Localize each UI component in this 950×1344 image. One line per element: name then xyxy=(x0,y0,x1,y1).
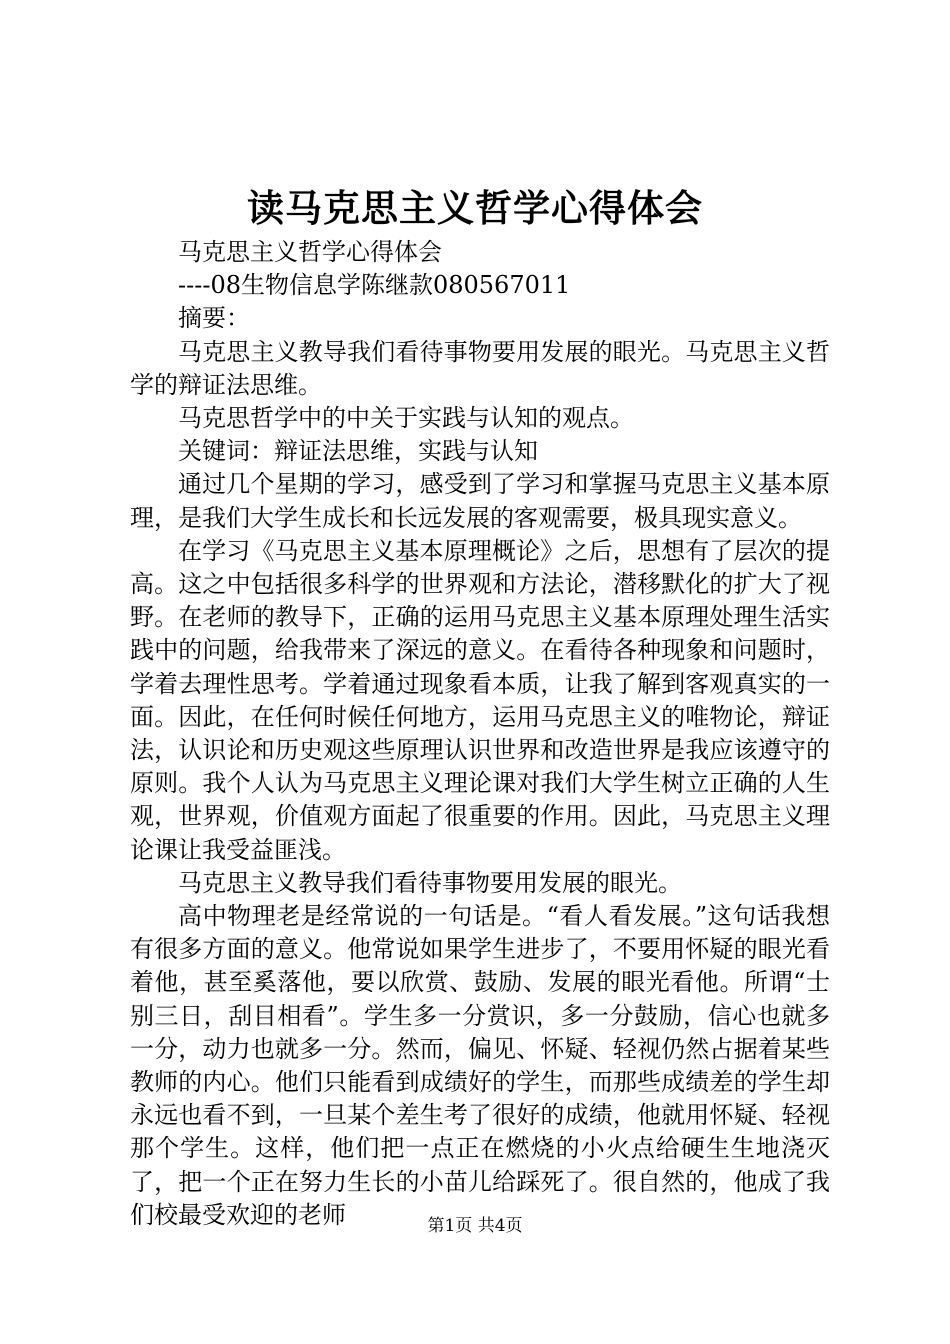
document-body xyxy=(130,236,830,1232)
subtitle-paragraph: 马克思主义哲学心得体会 xyxy=(178,238,442,266)
body-paragraph: 通过几个星期的学习，感受到了学习和掌握马克思主义基本原理，是我们大学生成长和长远发展的客观需要，极具现实意义。 xyxy=(130,470,830,532)
keywords-line: 关键词：辩证法思维，实践与认知 xyxy=(178,437,538,466)
document-title: 读马克思主义哲学心得体会 xyxy=(247,186,703,230)
page-footer: 第1页 共4页 xyxy=(427,1216,523,1236)
body-paragraph: 马克思主义教导我们看待事物要用发展的眼光。 xyxy=(178,868,682,897)
author-line: ----08生物信息学陈继款080567011 xyxy=(178,271,571,300)
body-paragraph: 高中物理老是经常说的一句话是。“看人看发展。”这句话我想有很多方面的意义。他常说如果学生进步了，不要用怀疑的眼光看着他，甚至奚落他，要以欣赏、鼓励、发展的眼光看他。所谓“士别三日，刮目相看”。学生多一分赏识，多一分鼓励，信心也就多一分，动力也就多一分。然而，偏见、怀疑、轻视仍然占据着某些教师的内心。他们只能看到成绩好的学生，而那些成绩差的学生却永远也看不到，一旦某个差生考了很好的成绩，他就用怀疑、轻视那个学生。这样，他们把一点正在燃烧的小火点给硬生生地浇灭了，把一个正在努力生长的小苗儿给踩死了。很自然的，他成了我们校最受欢迎的老师 xyxy=(130,902,830,1229)
abstract-paragraph: 马克思哲学中的中关于实践与认知的观点。 xyxy=(178,404,634,433)
abstract-heading: 摘要： xyxy=(178,304,250,333)
abstract-paragraph: 马克思主义教导我们看待事物要用发展的眼光。马克思主义哲学的辩证法思维。 xyxy=(130,337,830,399)
body-paragraph: 在学习《马克思主义基本原理概论》之后，思想有了层次的提高。这之中包括很多科学的世界观和方法论，潜移默化的扩大了视野。在老师的教导下，正确的运用马克思主义基本原理处理生活实践中的问题，给我带来了深远的意义。在看待各种现象和问题时，学着去理性思考。学着通过现象看本质，让我了解到客观真实的一面。因此，在任何时候任何地方，运用马克思主义的唯物论，辩证法，认识论和历史观这些原理认识世界和改造世界是我应该遵守的原则。我个人认为马克思主义理论课对我们大学生树立正确的人生观，世界观，价值观方面起了很重要的作用。因此，马克思主义理论课让我受益匪浅。 xyxy=(130,536,830,864)
